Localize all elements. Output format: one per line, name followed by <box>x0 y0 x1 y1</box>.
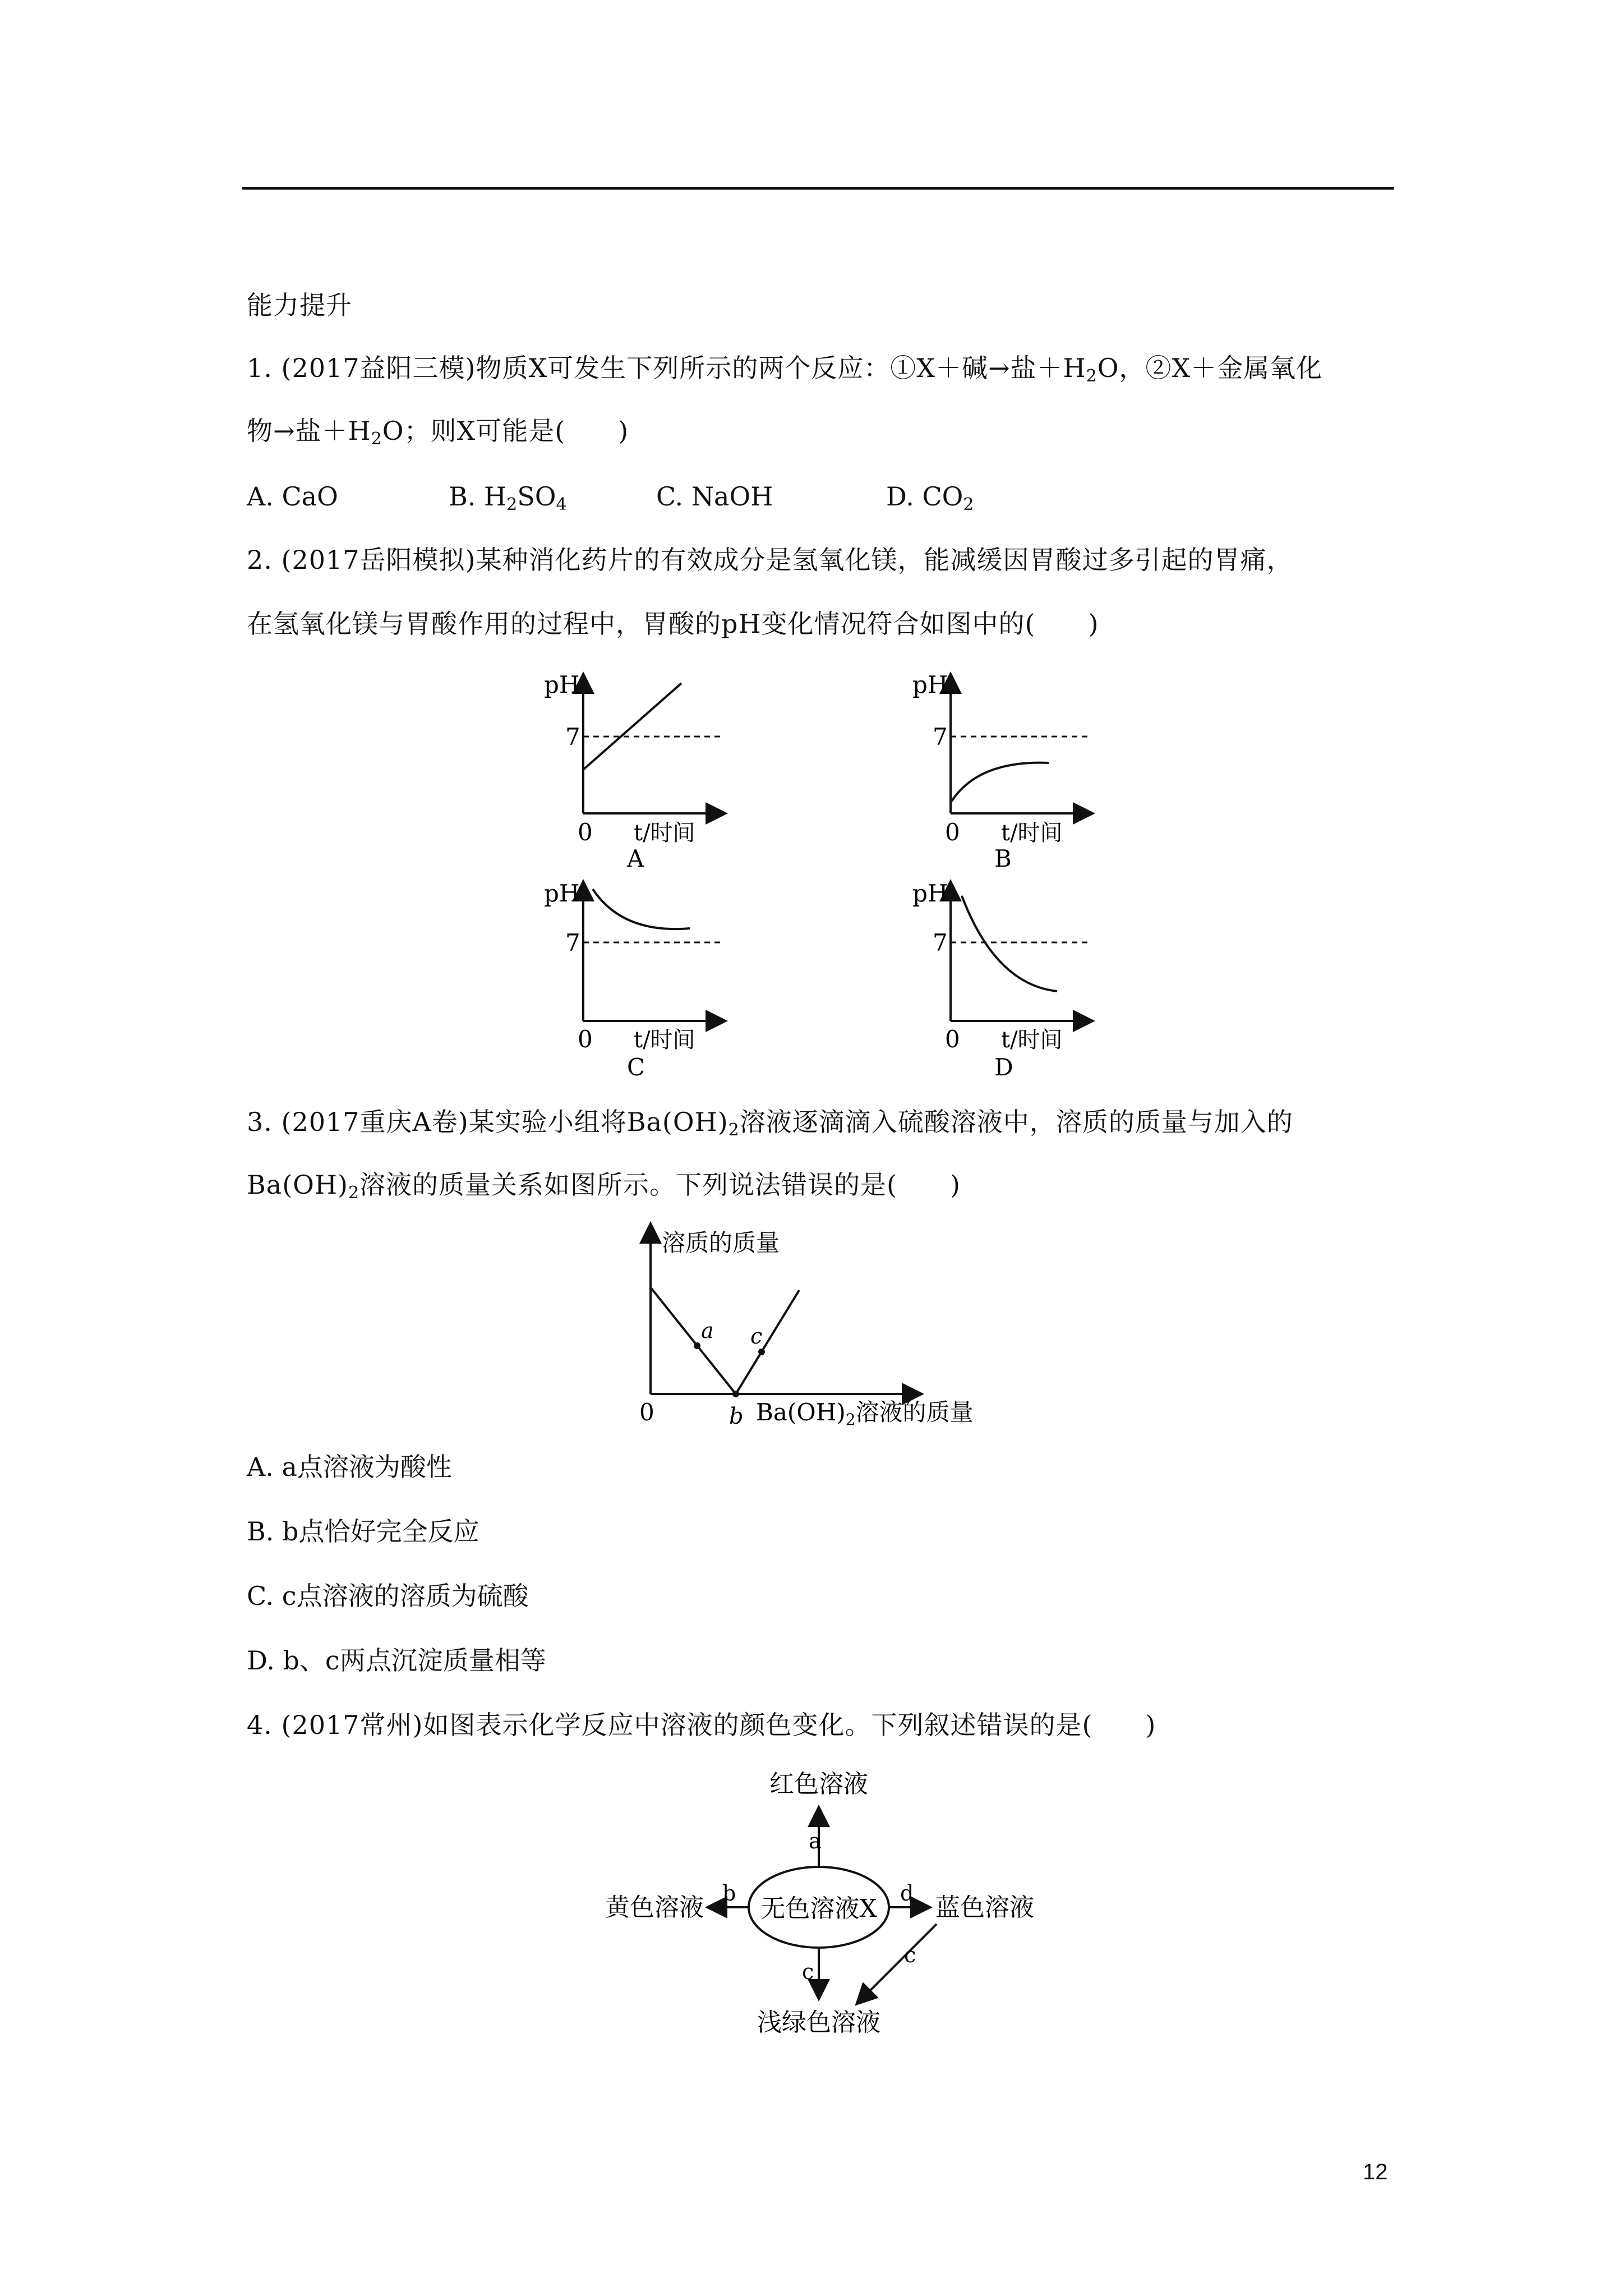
page-number: 12 <box>1363 2160 1388 2184</box>
y-axis-label: pH <box>912 671 948 698</box>
top-label: 红色溶液 <box>769 1770 868 1798</box>
section-title: 能力提升 <box>247 290 352 320</box>
graph-label-b: B <box>994 845 1012 872</box>
y-axis-label: pH <box>912 880 948 907</box>
q1-option-c: C. NaOH <box>656 481 773 512</box>
origin-label: 0 <box>639 1398 654 1426</box>
arrow-d-label: d <box>900 1881 914 1906</box>
point-b-dot <box>732 1391 739 1397</box>
q1-option-a: A. CaO <box>247 481 338 512</box>
x-axis-label: Ba(OH)2溶液的质量 <box>756 1398 974 1429</box>
ph-curve <box>593 889 690 929</box>
point-c-label: c <box>750 1324 763 1349</box>
graph-label-a: A <box>627 845 644 872</box>
arrow-c1-label: c <box>802 1959 814 1984</box>
x-axis-label: t/时间 <box>634 820 695 846</box>
arrow-b-label: b <box>722 1881 736 1906</box>
ph-curve <box>962 896 1057 991</box>
q1-option-d: D. $CO_2$ <box>886 481 974 514</box>
left-label: 黄色溶液 <box>605 1893 704 1922</box>
ph-curve <box>952 763 1049 801</box>
q3-option-a: A. a点溶液为酸性 <box>247 1452 452 1482</box>
origin-label: 0 <box>945 1025 960 1053</box>
q3-option-b: B. b点恰好完全反应 <box>247 1516 479 1547</box>
q3-option-c: C. c点溶液的溶质为硫酸 <box>247 1581 529 1611</box>
q3-graph <box>628 1217 1032 1430</box>
ref-label-7: 7 <box>565 723 580 751</box>
q1-line1: 1. (2017益阳三模)物质X可发生下列所示的两个反应：①X＋碱→盐$+H_2O$，②X＋金属氧化 <box>247 353 1323 386</box>
point-b-label: b <box>729 1404 744 1429</box>
ref-label-7: 7 <box>933 723 948 751</box>
x-axis-label: t/时间 <box>1001 1027 1063 1053</box>
y-axis-label: 溶质的质量 <box>662 1229 780 1257</box>
q1-line2: 物→盐$+H_2O$；则X可能是( ) <box>247 416 629 449</box>
origin-label: 0 <box>578 818 593 846</box>
header-rule <box>242 187 1394 190</box>
mass-curve <box>651 1287 799 1394</box>
ph-curve <box>583 683 681 770</box>
q3-line1: 3. (2017重庆A卷)某实验小组将$Ba(OH)_2$溶液逐滴滴入硫酸溶液中，溶质的质量与加入的 <box>247 1107 1293 1140</box>
x-axis-label: t/时间 <box>1001 820 1063 846</box>
q2-line2: 在氢氧化镁与胃酸作用的过程中，胃酸的pH变化情况符合如图中的( ) <box>247 609 1099 639</box>
center-label: 无色溶液X <box>760 1894 877 1923</box>
q4-color-diagram <box>578 1756 1082 2059</box>
q2-graph-b <box>900 662 1102 875</box>
graph-label-d: D <box>994 1053 1013 1081</box>
arrow-c2-label: c <box>904 1943 916 1967</box>
arrow-a-label: a <box>809 1829 822 1853</box>
q1-option-b: B. $H_2SO_4$ <box>449 481 567 514</box>
y-axis-label: pH <box>544 880 580 907</box>
point-c-dot <box>758 1349 765 1355</box>
ref-label-7: 7 <box>565 929 580 956</box>
ref-label-7: 7 <box>933 929 948 956</box>
q3-option-d: D. b、c两点沉淀质量相等 <box>247 1645 546 1676</box>
x-axis-label: t/时间 <box>634 1027 695 1053</box>
point-a-label: a <box>701 1318 714 1343</box>
origin-label: 0 <box>578 1025 593 1053</box>
q3-line2: $Ba(OH)_2$溶液的质量关系如图所示。下列说法错误的是( ) <box>247 1170 961 1203</box>
right-label: 蓝色溶液 <box>935 1893 1034 1922</box>
q2-graph-c <box>533 872 735 1085</box>
graph-label-c: C <box>627 1053 645 1081</box>
q4-line1: 4. (2017常州)如图表示化学反应中溶液的颜色变化。下列叙述错误的是( ) <box>247 1710 1156 1740</box>
bottom-label: 浅绿色溶液 <box>757 2008 880 2037</box>
q2-graph-a <box>533 662 735 875</box>
origin-label: 0 <box>945 818 960 846</box>
y-axis-label: pH <box>544 671 580 698</box>
point-a-dot <box>694 1342 700 1349</box>
q2-line1: 2. (2017岳阳模拟)某种消化药片的有效成分是氢氧化镁，能减缓因胃酸过多引起的胃痛， <box>247 545 1293 575</box>
q2-graph-d <box>900 872 1102 1085</box>
